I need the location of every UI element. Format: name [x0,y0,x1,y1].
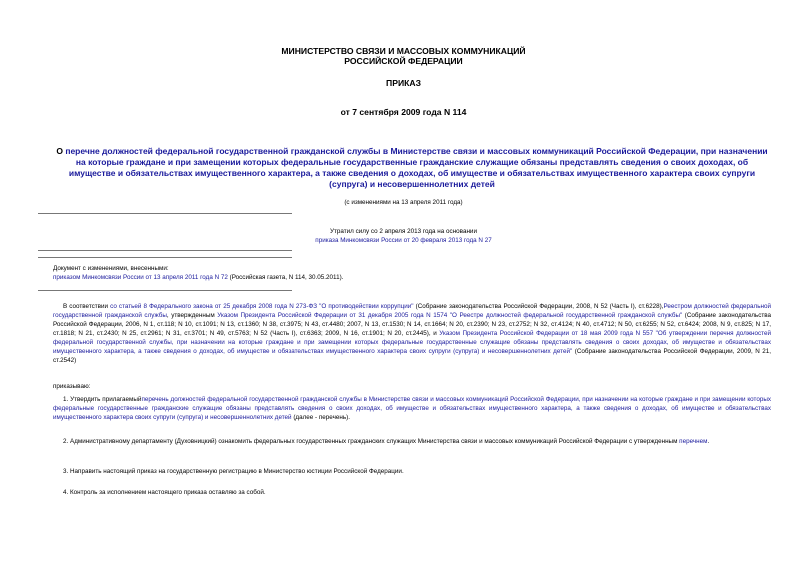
item-1 [53,395,771,422]
preamble-text: В соответствии [63,303,111,310]
item-4-text: 4. Контроль за исполнением настоящего приказа оставляю за собой. [63,489,266,496]
decree-557-link[interactable]: Указом Президента Российской Федерации от 18 мая 2009 года N 557 "Об утверждении перечня должностей федеральной государственной службы, при назначении на которые граждане и при замещении которых федеральные государственные служащие обязаны представлять сведения о своих доходах, об имуществе и обязательствах имущественного характера, а также сведения о доходах, об имуществе и обязательствах имущественного характера своих супруги (супруга) и несовершеннолетних детей" [53,330,771,355]
changes-label: Документ с изменениями, внесенными: [53,265,169,272]
preamble-text: (Собрание законодательства Российской Федерации, 2006, N 1, ст.118; N 10, ст.1091; N 13, ст.1360; N 38, ст.3975; N 43, ст.4480; 2007, N 13, ст.1530; N 14, ст.1664; N 20, ст.2390; N 23, ст.2752; N 32, ст.4124; N 40, ст.4712; N 50, ст.6255; N 52, ст.6424; 2008, N 9, ст.825; N 17, ст.1818; N 21, ст.2430; N 25, ст.2961; N 31, ст.3701; N 49, ст.5763; N 52 (Часть I), ст.6363; 2009, N 16, ст.1901; N 20, ст.2445), и [53,312,772,337]
divider [38,250,292,251]
doc-type: ПРИКАЗ [386,78,421,88]
doc-date-number: от 7 сентября 2009 года N 114 [340,107,467,117]
amendments-note: (с изменениями на 13 апреля 2011 года) [344,199,463,206]
item-2-text-end: . [707,438,710,445]
document-title [52,146,772,190]
order-word: приказываю: [53,383,91,390]
law-273-link[interactable]: со статьей 8 Федерального закона от 25 декабря 2008 года N 273-ФЗ "О противодействии коррупции" [110,303,414,310]
item-1-text: 1. Утвердить прилагаемый [63,396,142,403]
item-3 [53,467,771,476]
changes-source: (Российская газета, N 114, 30.05.2011). [227,274,344,281]
preamble-text: (Собрание законодательства Российской Федерации, 2008, N 52 (Часть I), ст.6228), [413,303,664,310]
preamble-paragraph [53,302,771,365]
expired-link[interactable]: приказа Минкомсвязи России от 20 февраля 2013 года N 27 [315,237,492,244]
title-link[interactable]: перечне должностей федеральной государственной гражданской службы в Министерстве связи и массовых коммуникаций Российской Федерации, при назначении на которые граждане и при замещении которых федеральные государственные гражданские служащие обязаны представлять сведения о своих доходах, об имуществе и обязательствах имущественного характера, а также сведения о доходах, об имуществе и обязательствах имущественного характера своих супруги (супруга) и несовершеннолетних детей [65,146,768,189]
changes-line [53,274,653,283]
item-1-text-end: (далее - перечень). [291,414,350,421]
preamble-text: , утвержденным [166,312,218,319]
ministry-name-line1: МИНИСТЕРСТВО СВЯЗИ И МАССОВЫХ КОММУНИКАЦИЙ [281,46,526,56]
item-4 [53,488,771,497]
divider [38,257,292,258]
changes-link[interactable]: приказом Минкомсвязи России от 13 апреля 2011 года N 72 [53,274,228,281]
decree-1574-link[interactable]: Указом Президента Российской Федерации от 31 декабря 2005 года N 1574 "О Реестре должностей федеральной государственной гражданской службы" [217,312,683,319]
preamble-text: (Собрание законодательства Российской Федерации, 2009, N 21, ст.2542) [53,348,771,364]
item-2-list-link[interactable]: перечнем [679,438,708,445]
registry-link[interactable]: Реестром должностей федеральной государственной гражданской службы [53,303,771,319]
divider [38,213,292,214]
title-prefix: О [56,146,66,156]
item-1-list-link[interactable]: перечень должностей федеральной государственной гражданской службы в Министерстве связи и массовых коммуникаций Российской Федерации, при назначении на которые граждане и при замещении которых федеральные государственные гражданские служащие обязаны представлять сведения о своих доходах, об имуществе и обязательствах имущественного характера, а также сведения о доходах, об имуществе и обязательствах имущественного характера своих супруги (супруга) и несовершеннолетних детей [53,396,772,421]
ministry-name-line2: РОССИЙСКОЙ ФЕДЕРАЦИИ [344,56,463,66]
divider [38,290,292,291]
expired-notice: Утратил силу со 2 апреля 2013 года на основании [330,228,477,235]
item-3-text: 3. Направить настоящий приказ на государственную регистрацию в Министерство юстиции Российской Федерации. [63,468,404,475]
item-2-text: 2. Административному департаменту (Духовницкий) ознакомить федеральных государственных гражданских служащих Министерства связи и массовых коммуникаций Российской Федерации с утвержденным [63,438,680,445]
item-2 [53,437,771,446]
